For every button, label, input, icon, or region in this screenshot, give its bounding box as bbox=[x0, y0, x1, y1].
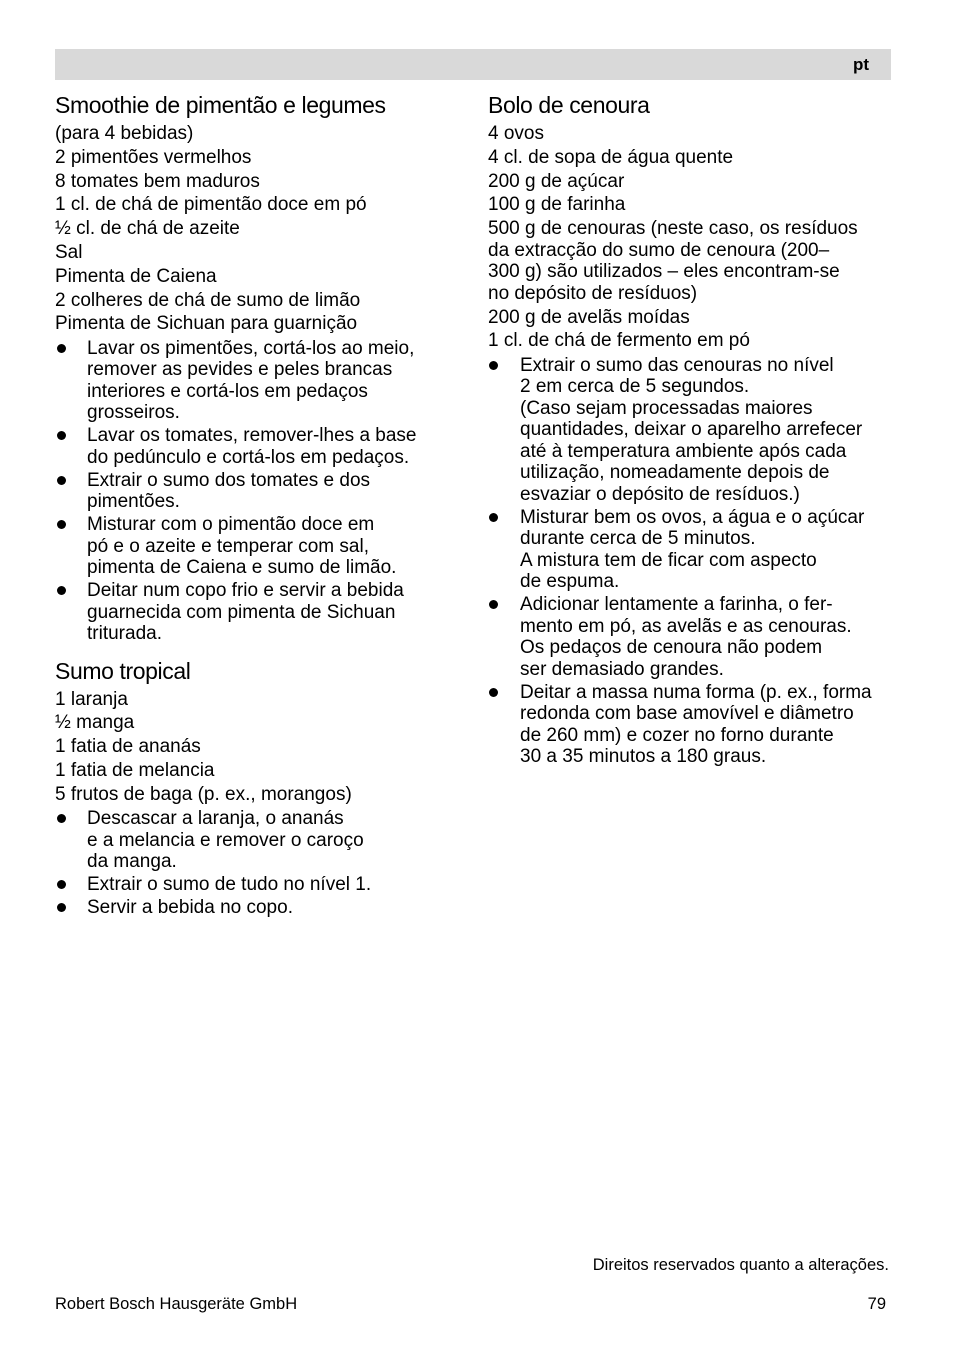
step-text: Extrair o sumo dos tomates e dos pimentões. bbox=[87, 469, 371, 513]
ingredient-list bbox=[488, 122, 893, 353]
ingredient: 8 tomates bem maduros bbox=[55, 170, 260, 192]
recipe-title: Sumo tropical bbox=[55, 657, 191, 684]
ingredient: ½ manga bbox=[55, 712, 135, 734]
bullet-icon bbox=[57, 431, 66, 440]
step-text: Extrair o sumo de tudo no nível 1. bbox=[87, 874, 372, 896]
ingredient: 4 ovos bbox=[488, 123, 544, 144]
bullet-icon bbox=[489, 513, 498, 522]
ingredient: 2 colheres de chá de sumo de limão bbox=[55, 289, 361, 311]
bullet-icon bbox=[489, 688, 498, 697]
bullet-icon bbox=[57, 586, 66, 595]
recipe-title: Bolo de cenoura bbox=[488, 92, 650, 118]
ingredient: 1 fatia de ananás bbox=[55, 736, 201, 758]
step-item bbox=[55, 874, 455, 896]
bullet-icon bbox=[57, 476, 66, 485]
ingredient: Pimenta de Caiena bbox=[55, 265, 217, 287]
recipe-title: Smoothie de pimentão e legumes bbox=[55, 92, 386, 118]
step-text: Lavar os pimentões, cortá-los ao meio, remover as pevides e peles brancas interiores e cortá-los em pedaços grosseiros. bbox=[87, 337, 415, 424]
step-item bbox=[55, 580, 455, 645]
left-column bbox=[55, 90, 455, 919]
step-item bbox=[55, 897, 455, 919]
step-item bbox=[55, 808, 455, 873]
right-column bbox=[488, 90, 893, 768]
ingredient-list bbox=[55, 122, 455, 336]
step-item bbox=[55, 338, 455, 424]
step-text: Misturar bem os ovos, a água e o açúcar durante cerca de 5 minutos. A mistura tem de ficar com aspecto de espuma. bbox=[520, 506, 865, 593]
step-item bbox=[55, 425, 455, 468]
step-text: Deitar a massa numa forma (p. ex., forma redonda com base amovível e diâmetro de 260 mm) e cozer no forno durante 30 a 35 minutos a 180 graus. bbox=[520, 681, 872, 768]
bullet-icon bbox=[57, 520, 66, 529]
ingredient: 1 fatia de melancia bbox=[55, 760, 215, 782]
language-header-bar bbox=[55, 49, 891, 80]
ingredient: 2 pimentões vermelhos bbox=[55, 146, 252, 168]
step-item bbox=[488, 355, 893, 506]
step-item bbox=[488, 682, 893, 768]
ingredient: ½ cl. de chá de azeite bbox=[55, 218, 240, 240]
step-list bbox=[488, 355, 893, 768]
step-list bbox=[55, 808, 455, 919]
step-text: Adicionar lentamente a farinha, o fer- mento em pó, as avelãs e as cenouras. Os pedaços de cenoura não podem ser demasiado grandes. bbox=[520, 594, 852, 680]
page-number: 79 bbox=[867, 1295, 886, 1313]
ingredient: Sal bbox=[55, 241, 83, 263]
step-item bbox=[55, 470, 455, 513]
ingredient: 1 laranja bbox=[55, 688, 128, 710]
ingredient-list bbox=[55, 688, 455, 807]
ingredient: 4 cl. de sopa de água quente bbox=[488, 146, 734, 168]
step-item bbox=[488, 507, 893, 593]
step-text: Extrair o sumo das cenouras no nível 2 em cerca de 5 segundos. (Caso sejam processadas maiores quantidades, deixar o aparelho arrefecer até à temperatura ambiente após cada utilização, nomeadamente depois de esvaziar o depósito de resíduos.) bbox=[520, 354, 863, 505]
step-list bbox=[55, 338, 455, 645]
ingredient: 5 frutos de baga (p. ex., morangos) bbox=[55, 783, 352, 805]
language-code: pt bbox=[852, 55, 869, 74]
ingredient: 500 g de cenouras (neste caso, os resíduos da extracção do sumo de cenoura (200– 300 g) são utilizados – eles encontram-se no depósito de resíduos) bbox=[488, 218, 858, 304]
ingredient: Pimenta de Sichuan para guarnição bbox=[55, 313, 358, 335]
ingredient: 1 cl. de chá de fermento em pó bbox=[488, 330, 750, 352]
ingredient: 1 cl. de chá de pimentão doce em pó bbox=[55, 194, 367, 216]
bullet-icon bbox=[57, 344, 66, 353]
bullet-icon bbox=[489, 361, 498, 370]
bullet-icon bbox=[57, 903, 66, 912]
ingredient: 200 g de açúcar bbox=[488, 170, 625, 192]
step-text: Deitar num copo frio e servir a bebida guarnecida com pimenta de Sichuan triturada. bbox=[87, 580, 404, 645]
ingredient: (para 4 bebidas) bbox=[55, 123, 194, 144]
footer-company: Robert Bosch Hausgeräte GmbH bbox=[55, 1295, 298, 1313]
step-text: Lavar os tomates, remover-lhes a base do pedúnculo e cortá-los em pedaços. bbox=[87, 425, 417, 468]
step-text: Descascar a laranja, o ananás e a melancia e remover o caroço da manga. bbox=[87, 808, 364, 873]
bullet-icon bbox=[489, 600, 498, 609]
step-item bbox=[55, 514, 455, 579]
step-item bbox=[488, 594, 893, 680]
step-text: Servir a bebida no copo. bbox=[87, 897, 293, 919]
ingredient: 100 g de farinha bbox=[488, 194, 626, 216]
rights-note: Direitos reservados quanto a alterações. bbox=[592, 1256, 889, 1274]
bullet-icon bbox=[57, 814, 66, 823]
bullet-icon bbox=[57, 880, 66, 889]
ingredient: 200 g de avelãs moídas bbox=[488, 306, 690, 328]
step-text: Misturar com o pimentão doce em pó e o azeite e temperar com sal, pimenta de Caiena e sumo de limão. bbox=[87, 514, 397, 579]
